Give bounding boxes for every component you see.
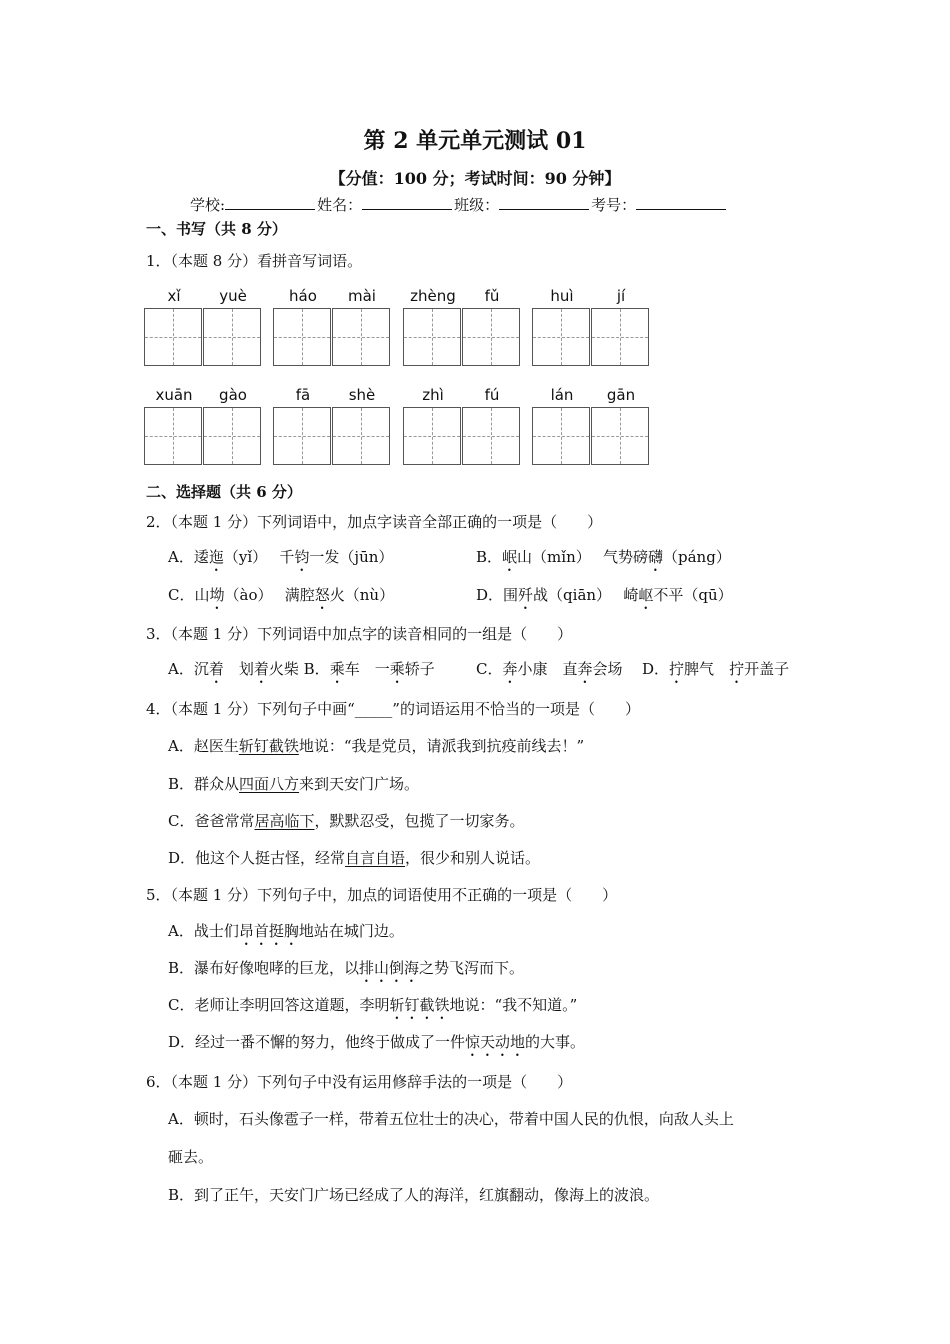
dotted-char: 歼 xyxy=(518,586,534,604)
dotted-char: 怒 xyxy=(314,586,330,604)
pinyin-label: mài xyxy=(348,287,376,305)
question-1: 1．（本题 8 分）看拼音写词语。 xyxy=(146,252,363,270)
writing-cell[interactable] xyxy=(591,308,649,366)
section-heading-choice: 二、选择题（共 6 分） xyxy=(146,483,302,501)
pinyin-label: gān xyxy=(606,386,636,404)
text: 地说：“我是党员，请派我到抗疫前线去！” xyxy=(298,737,585,755)
writing-cell[interactable] xyxy=(403,407,461,465)
dotted-char: 乘 xyxy=(329,660,345,678)
question-2: 2．（本题 1 分）下列词语中，加点字读音全部正确的一项是（ ） xyxy=(146,513,603,531)
pinyin-label: huì xyxy=(550,287,574,305)
text: （yǐ） 千 xyxy=(223,548,295,566)
text: D．围 xyxy=(476,586,519,604)
writing-cell[interactable] xyxy=(462,308,520,366)
writing-cell[interactable] xyxy=(144,308,202,366)
text: 车 一 xyxy=(344,660,390,678)
text: C． xyxy=(476,660,503,678)
pinyin-label: xǐ xyxy=(167,287,181,305)
text: C．爸爸常常 xyxy=(168,812,255,830)
text: D． xyxy=(642,660,670,678)
pinyin-label: zhèng xyxy=(410,287,456,305)
writing-cell[interactable] xyxy=(403,308,461,366)
underlined-word: 居高临下 xyxy=(254,812,315,830)
writing-cell[interactable] xyxy=(532,407,590,465)
dotted-word: 惊天动地 xyxy=(465,1033,526,1051)
dotted-char: 着 xyxy=(253,660,269,678)
underlined-word: 斩钉截铁 xyxy=(238,737,299,755)
writing-cell[interactable] xyxy=(532,308,590,366)
pinyin-label: fā xyxy=(295,386,311,404)
text: A．战士们 xyxy=(168,922,239,940)
q6-option-b[interactable]: B．到了正午，天安门广场已经成了人的海洋，红旗翻动，像海上的波浪。 xyxy=(168,1186,660,1204)
text: 脾气 xyxy=(684,660,730,678)
class-blank[interactable] xyxy=(499,195,589,210)
text: （páng） xyxy=(663,548,731,566)
pinyin-label: fú xyxy=(484,386,500,404)
q3-option-d[interactable] xyxy=(642,658,789,687)
q3-option-c[interactable] xyxy=(476,658,623,687)
writing-cell[interactable] xyxy=(144,407,202,465)
text: C．山 xyxy=(168,586,210,604)
dotted-char: 拧 xyxy=(669,660,685,678)
dotted-char: 岖 xyxy=(638,586,654,604)
dotted-word: 排山倒海 xyxy=(359,959,420,977)
q6-option-a[interactable]: A．顿时，石头像雹子一样，带着五位壮士的决心，带着中国人民的仇恨，向敌人头上 xyxy=(168,1110,734,1128)
underlined-word: 自言自语 xyxy=(345,849,406,867)
text: 之势飞泻而下。 xyxy=(419,959,525,977)
dotted-char: 坳 xyxy=(209,586,225,604)
q3-option-a-b[interactable] xyxy=(168,658,435,687)
text: C．老师让李明回答这道题，李明 xyxy=(168,996,390,1014)
dotted-char: 奔 xyxy=(577,660,593,678)
school-blank[interactable] xyxy=(225,195,315,210)
question-3: 3．（本题 1 分）下列词语中加点字的读音相同的一组是（ ） xyxy=(146,625,573,643)
text: B． xyxy=(476,548,503,566)
q6-option-a-continued: 砸去。 xyxy=(168,1148,214,1166)
question-6: 6．（本题 1 分）下列句子中没有运用修辞手法的一项是（ ） xyxy=(146,1073,573,1091)
text: 划 xyxy=(223,660,254,678)
text: 来到天安门广场。 xyxy=(299,775,420,793)
underlined-word: 四面八方 xyxy=(239,775,300,793)
text: ，很少和别人说话。 xyxy=(405,849,541,867)
q4-option-c[interactable] xyxy=(168,810,525,831)
dotted-char: 拧 xyxy=(729,660,745,678)
q4-option-a[interactable] xyxy=(168,735,584,756)
text: 轿子 xyxy=(404,660,435,678)
text: A．沉 xyxy=(168,660,209,678)
dotted-char: 岷 xyxy=(502,548,518,566)
pinyin-label: fǔ xyxy=(484,287,500,305)
writing-cell[interactable] xyxy=(203,407,261,465)
q4-option-b[interactable] xyxy=(168,773,419,794)
pinyin-label: zhì xyxy=(422,386,444,404)
text: B．群众从 xyxy=(168,775,240,793)
text: 开盖子 xyxy=(744,660,790,678)
writing-cell[interactable] xyxy=(203,308,261,366)
exam-info: 【分值：100 分；考试时间：90 分钟】 xyxy=(329,169,621,188)
writing-cell[interactable] xyxy=(332,407,390,465)
dotted-char: 礴 xyxy=(648,548,664,566)
text: D．他这个人挺古怪，经常 xyxy=(168,849,346,867)
text: B．瀑布好像咆哮的巨龙，以 xyxy=(168,959,360,977)
id-blank[interactable] xyxy=(636,195,726,210)
q5-option-c[interactable] xyxy=(168,994,577,1023)
q2-option-a[interactable] xyxy=(168,546,393,575)
dotted-char: 奔 xyxy=(502,660,518,678)
name-label: 姓名： xyxy=(317,196,363,214)
text: 一发（jūn） xyxy=(309,548,394,566)
student-info-line xyxy=(190,194,728,215)
writing-cell[interactable] xyxy=(462,407,520,465)
q2-option-c[interactable] xyxy=(168,584,394,613)
pinyin-label: jí xyxy=(616,287,626,305)
dotted-char: 迤 xyxy=(208,548,224,566)
class-label: 班级： xyxy=(454,196,500,214)
text: 战（qiān） 崎 xyxy=(533,586,639,604)
text: D．经过一番不懈的努力，他终于做成了一件 xyxy=(168,1033,466,1051)
text: 山（mǐn） 气势磅 xyxy=(517,548,648,566)
text: 地说：“我不知道。” xyxy=(449,996,578,1014)
text: （ào） 满腔 xyxy=(224,586,315,604)
page-title: 第 2 单元单元测试 01 xyxy=(363,128,587,154)
text: 小康 直 xyxy=(517,660,578,678)
section-heading-writing: 一、书写（共 8 分） xyxy=(146,220,287,238)
text: 的大事。 xyxy=(525,1033,586,1051)
dotted-word: 斩钉截铁 xyxy=(389,996,450,1014)
writing-cell[interactable] xyxy=(332,308,390,366)
writing-cell[interactable] xyxy=(591,407,649,465)
dotted-char: 着 xyxy=(208,660,224,678)
text: 火（nù） xyxy=(329,586,395,604)
text: 火柴 B． xyxy=(268,660,330,678)
writing-cell[interactable] xyxy=(273,407,331,465)
id-label: 考号： xyxy=(591,196,637,214)
text: 不平（qū） xyxy=(653,586,733,604)
q5-option-a[interactable] xyxy=(168,920,404,949)
dotted-char: 乘 xyxy=(389,660,405,678)
q2-option-d[interactable] xyxy=(476,584,733,613)
pinyin-label: yuè xyxy=(219,287,247,305)
question-4: 4．（本题 1 分）下列句子中画“_____”的词语运用不恰当的一项是（ ） xyxy=(146,700,640,718)
q4-option-d[interactable] xyxy=(168,847,540,868)
pinyin-label: shè xyxy=(348,386,376,404)
pinyin-label: háo xyxy=(289,287,317,305)
school-label: 学校: xyxy=(190,196,226,214)
dotted-word: 昂首挺胸 xyxy=(238,922,299,940)
q5-option-b[interactable] xyxy=(168,957,524,986)
dotted-char: 钧 xyxy=(294,548,310,566)
text: ，默默忍受，包揽了一切家务。 xyxy=(314,812,525,830)
pinyin-label: gào xyxy=(219,386,247,404)
name-blank[interactable] xyxy=(362,195,452,210)
pinyin-label: xuān xyxy=(155,386,193,404)
question-5: 5．（本题 1 分）下列句子中，加点的词语使用不正确的一项是（ ） xyxy=(146,886,618,904)
q2-option-b[interactable] xyxy=(476,546,731,575)
text: A．赵医生 xyxy=(168,737,239,755)
text: 会场 xyxy=(592,660,623,678)
q5-option-d[interactable] xyxy=(168,1031,585,1060)
text: 地站在城门边。 xyxy=(298,922,404,940)
pinyin-label: lán xyxy=(550,386,574,404)
writing-cell[interactable] xyxy=(273,308,331,366)
text: A．逶 xyxy=(168,548,209,566)
